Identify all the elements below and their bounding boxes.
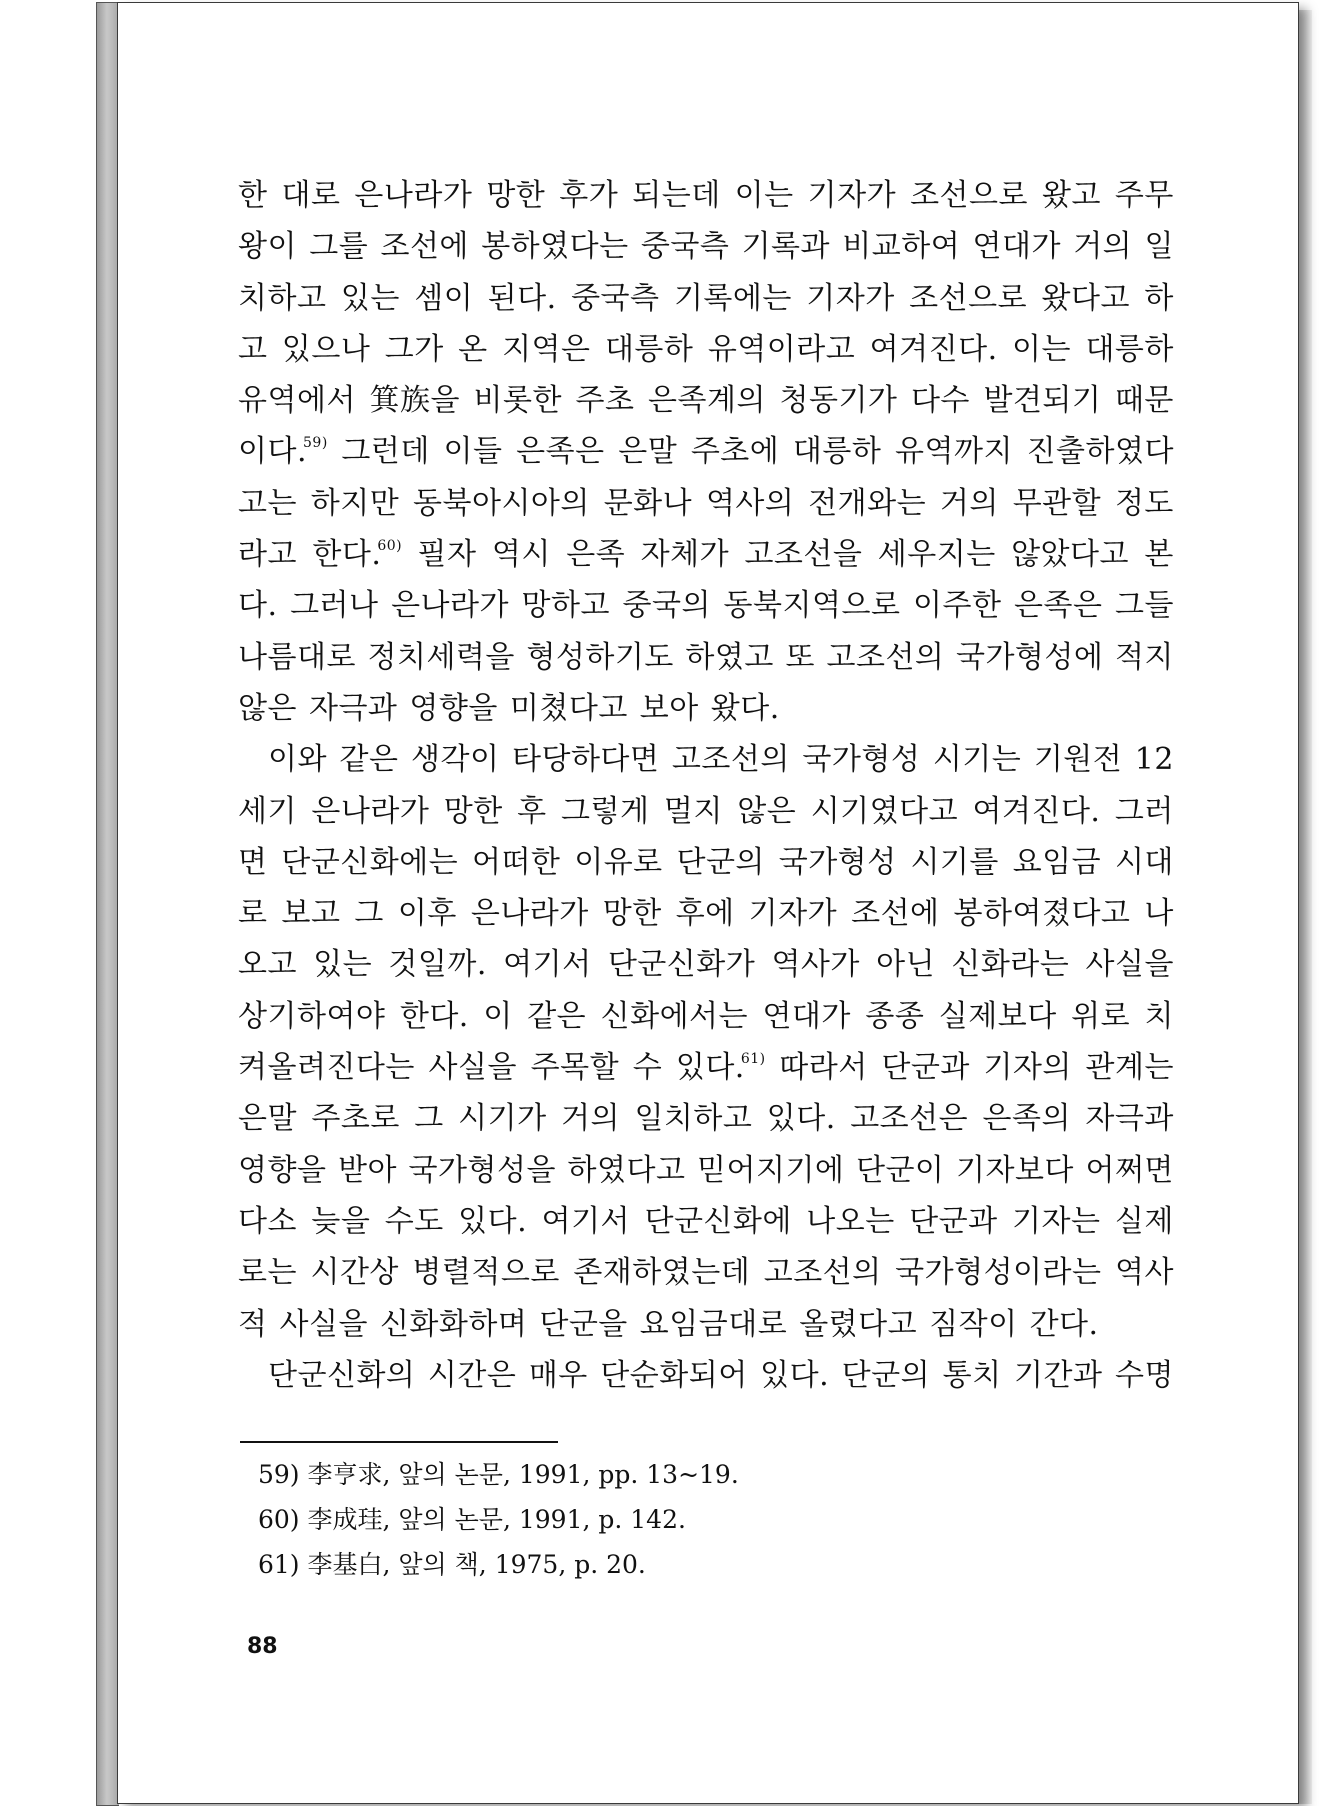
word: 적지 [1114,639,1174,675]
word: 조선으로 [910,178,1028,213]
word: 그 [414,1101,444,1137]
word: 보고 [281,896,341,932]
word: 여기서 [541,1203,631,1239]
word: 연대가 [972,229,1061,265]
word: 12 [1134,742,1174,778]
word: 신화에서는 [600,998,749,1034]
word: 역사가 [771,947,860,983]
word: 기자는 [1012,1203,1101,1239]
word: 단군신화가 [607,947,756,983]
word: 보아 [639,690,699,726]
word: 미쳤다고 [509,690,628,726]
word: 은족 [566,537,626,573]
word: 단순화되어 [600,1357,748,1393]
word: 치 [1144,998,1174,1034]
word: 전개와는 [808,485,927,521]
body-line [238,888,1174,939]
body-line [238,170,1174,221]
body-line [238,1247,1174,1298]
word: 고조선을 [744,537,863,573]
body-line [238,324,1174,375]
word: 요임금 [1012,844,1102,880]
word: 수 [632,1050,663,1086]
word: 여겨진다. [869,331,998,367]
word: 나 [1144,896,1174,932]
word: 나오는 [806,1203,895,1239]
word: 적 [238,1306,268,1342]
word: 그 [354,896,384,932]
word: 다수 [910,383,970,419]
word: 시대 [1114,844,1174,880]
word: 상기하여야 [238,998,386,1034]
footnote: 61) 李基白, 앞의 책, 1975, p. 20. [258,1550,646,1579]
word: 망한 [602,896,662,932]
word: 관계는 [1085,1050,1174,1086]
word: 어떠한 [471,844,561,880]
word: 정도 [1114,485,1174,521]
word: 이는 [734,178,794,213]
word: 역사의 [705,485,795,521]
footnote-marker: 59) [303,435,328,452]
word: 본 [1144,537,1174,573]
word: 다소 [238,1203,297,1239]
word: 어쩌면 [1085,1152,1174,1188]
word: 셈이 [414,280,474,316]
word: 실제 [1114,1203,1174,1239]
word: 조선으로 [909,280,1028,316]
word: 주초에 [690,434,780,470]
word: 로는 [238,1255,297,1291]
word: 지역은 [502,331,591,367]
word: 고조선의 [671,742,790,778]
word: 그를 [309,229,369,265]
word: 면 [238,844,268,880]
body-line [238,991,1174,1042]
word: 기록과 [741,229,831,265]
word: 후 [517,793,547,829]
body-line [238,1042,1174,1093]
word: 주초로 [311,1101,400,1137]
word: 은나라가 [470,896,589,932]
word: 대로 [281,178,341,213]
word: 세우지는 [877,537,996,573]
word: 신화라는 [951,947,1070,983]
word: 또 [785,639,815,675]
word: 거의 [561,1101,621,1137]
body-line [238,478,1174,529]
word: 짐작이 [929,1306,1018,1342]
word: 유역까지 [895,434,1013,470]
word: 고조선의 [763,1255,882,1291]
word: 발견되기 [983,383,1102,419]
word: 이주한 [912,588,1002,624]
word: 기자가 [806,280,895,316]
word: 하였고 [685,639,774,675]
word: 시기가 [458,1101,547,1137]
word: 간다. [1029,1306,1099,1342]
word: 기자의 [983,1050,1072,1086]
word: 병렬적으로 [412,1255,560,1291]
word: 실제보다 [938,998,1057,1034]
word: 청동기가 [779,383,898,419]
word: 단군과 [881,1050,970,1086]
word: 아닌 [876,947,936,983]
page-number: 88 [247,1634,278,1659]
word: 자극과 [308,690,398,726]
word: 타당하다면 [511,742,660,778]
word: 단군의 [841,1357,931,1393]
word: 시기였다고 [810,793,959,829]
word: 일 [1144,229,1174,265]
body-line [238,375,1174,426]
word: 자극과 [1085,1101,1174,1137]
word: 단군신화에 [644,1203,792,1239]
word: 은족계의 [648,383,766,419]
word: 있으나 [281,331,371,367]
word: 은족의 [982,1101,1071,1137]
word: 이와 [268,742,327,778]
word: 이는 [1012,331,1072,367]
body-line [238,734,1174,785]
word: 있는 [313,947,373,983]
word: 된다. [487,280,557,316]
word: 멀지 [663,793,723,829]
body-line [238,1093,1174,1144]
word: 시기를 [910,844,999,880]
word: 있다. [766,1101,836,1137]
body-line [238,786,1174,837]
footnote-rule [240,1441,558,1443]
word: 동북지역으로 [723,588,901,624]
word: 영향을 [238,1152,327,1188]
body-text [238,170,1174,1401]
footnote-marker: 60) [377,538,403,555]
word: 이들 [443,434,503,470]
word: 시간상 [310,1255,399,1291]
word: 주무 [1114,178,1174,213]
word: 단군과 [909,1203,998,1239]
word: 하였다고 [567,1152,686,1188]
word: 국가형성에 [955,639,1104,675]
word: 무관할 [1012,485,1102,521]
word: 왔고 [1041,178,1101,213]
footnotes [258,1452,958,1587]
word: 않은 [238,690,297,726]
body-line [238,1145,1174,1196]
word: 필자 [417,537,477,573]
word: 여기서 [503,947,592,983]
word: 켜올려진다는 [238,1050,415,1086]
word: 왕이 [238,229,297,265]
word: 같은 [339,742,399,778]
word: 단군신화에는 [281,844,459,880]
word: 망한 [486,178,546,213]
word: 다. [238,588,278,624]
word: 거의 [1073,229,1133,265]
word: 종종 [865,998,925,1034]
word: 봉하여졌다고 [953,896,1131,932]
word: 여겨진다. [972,793,1101,829]
word: 조선에 [851,896,940,932]
word: 요임금대로 [639,1306,788,1342]
word: 나름대로 [238,639,356,675]
body-line [238,1299,1174,1350]
word: 기간과 [1014,1357,1103,1393]
word: 따라서 [779,1050,868,1086]
word: 중국측 [571,280,660,316]
word: 은말 [618,434,678,470]
body-line [238,632,1174,683]
word: 망한 [443,793,503,829]
word: 은족은 [1013,588,1103,624]
word: 대릉하 [604,331,694,367]
word: 있다. [458,1203,528,1239]
word: 대릉하 [792,434,882,470]
word: 그렇게 [561,793,650,829]
footnote: 59) 李亨求, 앞의 논문, 1991, pp. 13~19. [258,1460,739,1489]
word: 하지만 [310,485,400,521]
word: 같은 [527,998,587,1034]
word: 연대가 [762,998,851,1034]
word: 되는데 [632,178,721,213]
word: 있는 [340,280,400,316]
word: 주초 [575,383,635,419]
word: 믿어지기에 [697,1152,845,1188]
word: 있다. [760,1357,830,1393]
word: 문화나 [603,485,693,521]
word: 정치세력을 [367,639,515,675]
word: 않았다고 [1011,537,1129,573]
body-line [238,939,1174,990]
body-line [238,1196,1174,1247]
word: 이후 [397,896,457,932]
word: 늦을 [311,1203,371,1239]
word: 존재하였는데 [573,1255,751,1291]
word: 진출하였다 [1026,434,1174,470]
body-line [238,273,1174,324]
word: 주목할 [530,1050,620,1086]
body-line [238,683,1174,734]
word: 은말 [238,1101,297,1137]
body-line [238,580,1174,631]
body-line [238,426,1174,477]
word: 기록에는 [673,280,792,316]
word: 일치하고 [634,1101,753,1137]
word: 받아 [338,1152,397,1188]
word: 로 [238,896,268,932]
word: 기자가 [807,178,897,213]
word: 고조선의 [826,639,945,675]
word: 국가형성 [802,742,921,778]
word: 않은 [737,793,797,829]
word: 온 [458,331,488,367]
word: 형성하기도 [526,639,674,675]
word: 있다.$^{61)}$ [675,1050,766,1086]
word: 유역이라고 [707,331,856,367]
word: 국가형성이라는 [895,1255,1102,1291]
word: 오고 [238,947,297,983]
word: 올렸다고 [799,1306,918,1342]
word: 그러나 [290,588,379,624]
word: 역시 [491,537,551,573]
word: 것일까. [388,947,487,983]
word: 하 [1144,280,1174,316]
word: 봉하였다는 [481,229,629,265]
word: 국가형성 [778,844,897,880]
word: 치하고 [238,280,327,316]
word: 거의 [939,485,999,521]
word: 통치 [942,1357,1002,1393]
word: 시기는 [932,742,1022,778]
word: 동북아시아의 [413,485,590,521]
word: 단군의 [676,844,765,880]
word: 수도 [384,1203,444,1239]
word: 세기 [238,793,297,829]
word: 신화화하며 [379,1306,528,1342]
word: 한다.$^{60)}$ [312,537,403,573]
word: 이다.$^{59)}$ [238,434,328,470]
word: 때문 [1114,383,1174,419]
word: 중국의 [622,588,711,624]
word: 기자보다 [955,1152,1074,1188]
body-line [238,221,1174,272]
word: 역사 [1115,1255,1174,1291]
word: 대릉하 [1085,331,1174,367]
word: 그들 [1114,588,1174,624]
word: 은나라가 [311,793,430,829]
word: 위로 [1071,998,1131,1034]
word: 기자가 [748,896,838,932]
word: 이유로 [574,844,663,880]
body-line [238,837,1174,888]
word: 라고 [238,537,297,573]
body-line [238,529,1174,580]
word: 조선에 [380,229,469,265]
word: 그런데 [341,434,430,470]
word: 이 [483,998,513,1034]
word: 왔다고 [1041,280,1130,316]
word: 망하고 [521,588,610,624]
word: 시간은 [427,1357,517,1393]
word: 영향을 [409,690,498,726]
word: 그러 [1114,793,1174,829]
word: 후가 [559,178,619,213]
word: 수명 [1114,1357,1174,1393]
page-edge [1298,10,1312,1804]
word: 사실을 [279,1306,368,1342]
word: 비교하여 [842,229,961,265]
word: 국가형성을 [408,1152,556,1188]
word: 사실을 [1085,947,1174,983]
word: 한 [238,178,268,213]
word: 사실을 [428,1050,517,1086]
word: 그가 [384,331,444,367]
word: 생각이 [411,742,500,778]
word: 단군을 [539,1306,628,1342]
word: 기원전 [1033,742,1123,778]
word: 유역에서 [238,383,356,419]
word: 은족은 [516,434,605,470]
word: 자체가 [640,537,730,573]
footnote-marker: 61) [740,1051,766,1068]
word: 은나라가 [354,178,473,213]
word: 고는 [238,485,297,521]
word: 고조선은 [850,1101,969,1137]
book-spine [96,2,119,1806]
word: 고 [238,331,268,367]
word: 단군이 [855,1152,945,1188]
word: 중국측 [640,229,730,265]
word: 왔다. [710,690,780,726]
word: 단군신화의 [268,1357,416,1393]
word: 비롯한 [473,383,562,419]
word: 은나라가 [391,588,509,624]
body-line [238,1350,1174,1401]
word: 箕族을 [369,383,460,419]
word: 후에 [675,896,735,932]
word: 매우 [528,1357,588,1393]
footnote: 60) 李成珪, 앞의 논문, 1991, p. 142. [258,1505,686,1534]
word: 한다. [399,998,469,1034]
